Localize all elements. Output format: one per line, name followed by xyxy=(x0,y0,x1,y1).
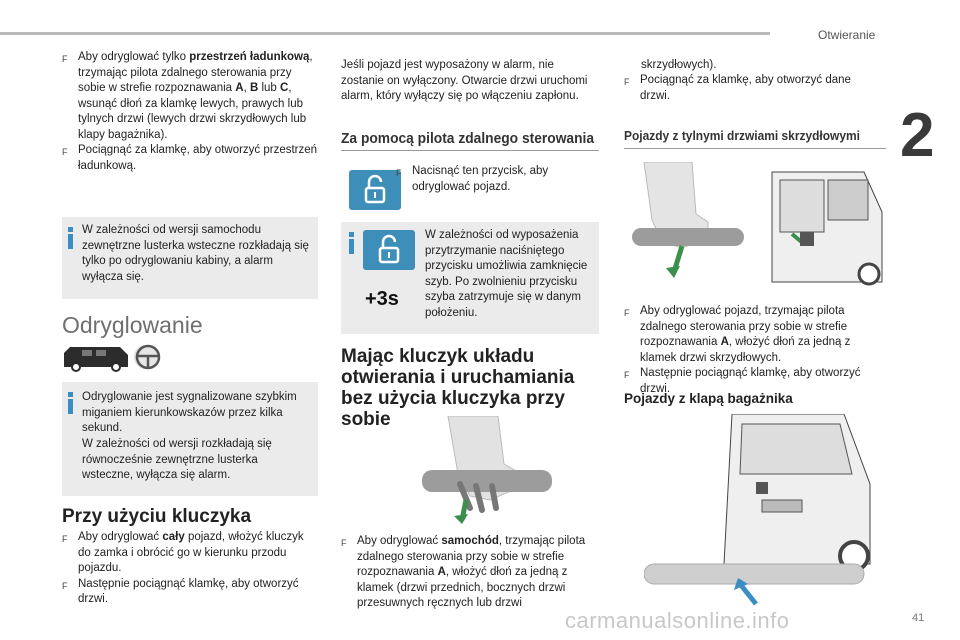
col1-bullets-top xyxy=(62,50,318,174)
bullet-marker: F xyxy=(341,538,347,548)
info-text: W zależności od wyposażenia przytrzymanie naciśniętego przycisku umożliwia zamknięcie szyb. Po zwolnieniu przycisku szyba zatrzymuje się w danym położeniu. xyxy=(425,229,588,319)
bullet-key-unlock: F Aby odryglować cały pojazd, włożyć kluczyk do zamka i obrócić go w kierunku przodu pojazdu. xyxy=(62,530,318,577)
bullet-marker: F xyxy=(624,308,630,318)
heading-underline xyxy=(624,148,886,149)
unlock-key-button-icon xyxy=(349,170,401,210)
info-text: Odryglowanie jest sygnalizowane szybkim miganiem kierunkowskazów przez kilka sekund. xyxy=(82,391,297,434)
van-tailgate-illustration xyxy=(644,414,884,610)
bullet-marker: F xyxy=(624,370,630,380)
unlock-key-button-icon xyxy=(363,230,415,270)
heading-with-key: Przy użyciu kluczyka xyxy=(62,506,252,527)
chapter-number: 2 xyxy=(900,101,935,170)
bullet-wing-open: F Następnie pociągnąć klamkę, aby otworzyć drzwi. xyxy=(624,366,886,397)
header-rule xyxy=(0,32,770,35)
hand-on-handle-illustration xyxy=(418,416,558,526)
info-icon xyxy=(349,232,355,254)
bullet-marker: F xyxy=(62,580,68,591)
col3-bullets-wing xyxy=(624,304,886,397)
info-box-unlock-signal xyxy=(62,382,318,496)
bullet-press-button: F Nacisnąć ten przycisk, aby odryglować pojazd. xyxy=(396,164,596,195)
info-box-windows xyxy=(341,222,599,334)
heading-underline xyxy=(341,150,599,151)
bullet-marker: F xyxy=(62,147,68,157)
info-icon xyxy=(68,227,74,249)
bullet-marker: F xyxy=(62,534,68,544)
continued-text: skrzydłowych). xyxy=(641,59,717,71)
bullet-pull-door: F Pociągnąć za klamkę, aby otworzyć dane drzwi. xyxy=(624,73,882,104)
bullet-cargo-unlock: F Aby odryglować tylko przestrzeń ładunkową, trzymając pilota zdalnego sterowania przy sobie w strefie rozpoznawania A, B lub C, wsunąć dłoń za klamkę lewych, prawych lub tylnych drzwi (lewych drzwi skrzydłowych lub klapy bagażnika). xyxy=(62,50,318,143)
heading-unlocking: Odryglowanie xyxy=(62,312,203,338)
steering-wheel-icon xyxy=(133,344,167,372)
heading-wing-doors: Pojazdy z tylnymi drzwiami skrzydłowymi xyxy=(624,128,860,143)
info-icon xyxy=(68,392,74,414)
bullet-marker: F xyxy=(62,54,68,64)
col1-bullets-key xyxy=(62,530,318,608)
bullet-key-open: F Następnie pociągnąć klamkę, aby otworzyć drzwi. xyxy=(62,577,318,608)
watermark: carmanualsonline.info xyxy=(565,608,790,633)
hold-3s-badge: +3s xyxy=(365,288,399,310)
heading-remote: Za pomocą pilota zdalnego sterowania xyxy=(341,130,595,147)
van-rear-illustration xyxy=(624,162,886,288)
info-box-mirrors xyxy=(62,217,318,299)
heading-keyless: Mając kluczyk układu otwierania i uruchamiania bez użycia kluczyka przy sobie xyxy=(341,346,575,430)
info-text: W zależności od wersji rozkładają się równocześnie zewnętrzne lusterka wsteczne, wyłącza się alarm. xyxy=(82,438,272,481)
heading-tailgate: Pojazdy z klapą bagażnika xyxy=(624,391,793,406)
bullet-marker: F xyxy=(624,77,630,87)
bullet-pull-handle: F Pociągnąć za klamkę, aby otworzyć przestrzeń ładunkową. xyxy=(62,143,318,174)
section-name: Otwieranie xyxy=(818,28,876,42)
bullet-keyless-unlock: F Aby odryglować samochód, trzymając pilota zdalnego sterowania przy sobie w strefie rozpoznawania A, włożyć dłoń za jedną z klamek (drzwi przednich, bocznych drzwi przesuwnych ręcznych lub drzwi xyxy=(341,534,599,612)
intro-alarm-text: Jeśli pojazd jest wyposażony w alarm, nie zostanie on wyłączony. Otwarcie drzwi uruchomi alarm, który wyłączy się po włączeniu zapłonu. xyxy=(341,59,588,102)
info-text: W zależności od wersji samochodu zewnętrzne lusterka wsteczne rozkładają się tylko po odryglowaniu kabiny, a alarm wyłącza się. xyxy=(82,224,309,283)
bullet-wing-unlock: F Aby odryglować pojazd, trzymając pilota zdalnego sterowania przy sobie w strefie rozpoznawania A, włożyć dłoń za jedną z klamek drzwi skrzydłowych. xyxy=(624,304,886,366)
bullet-marker: F xyxy=(396,168,402,178)
page-number: 41 xyxy=(912,612,925,624)
